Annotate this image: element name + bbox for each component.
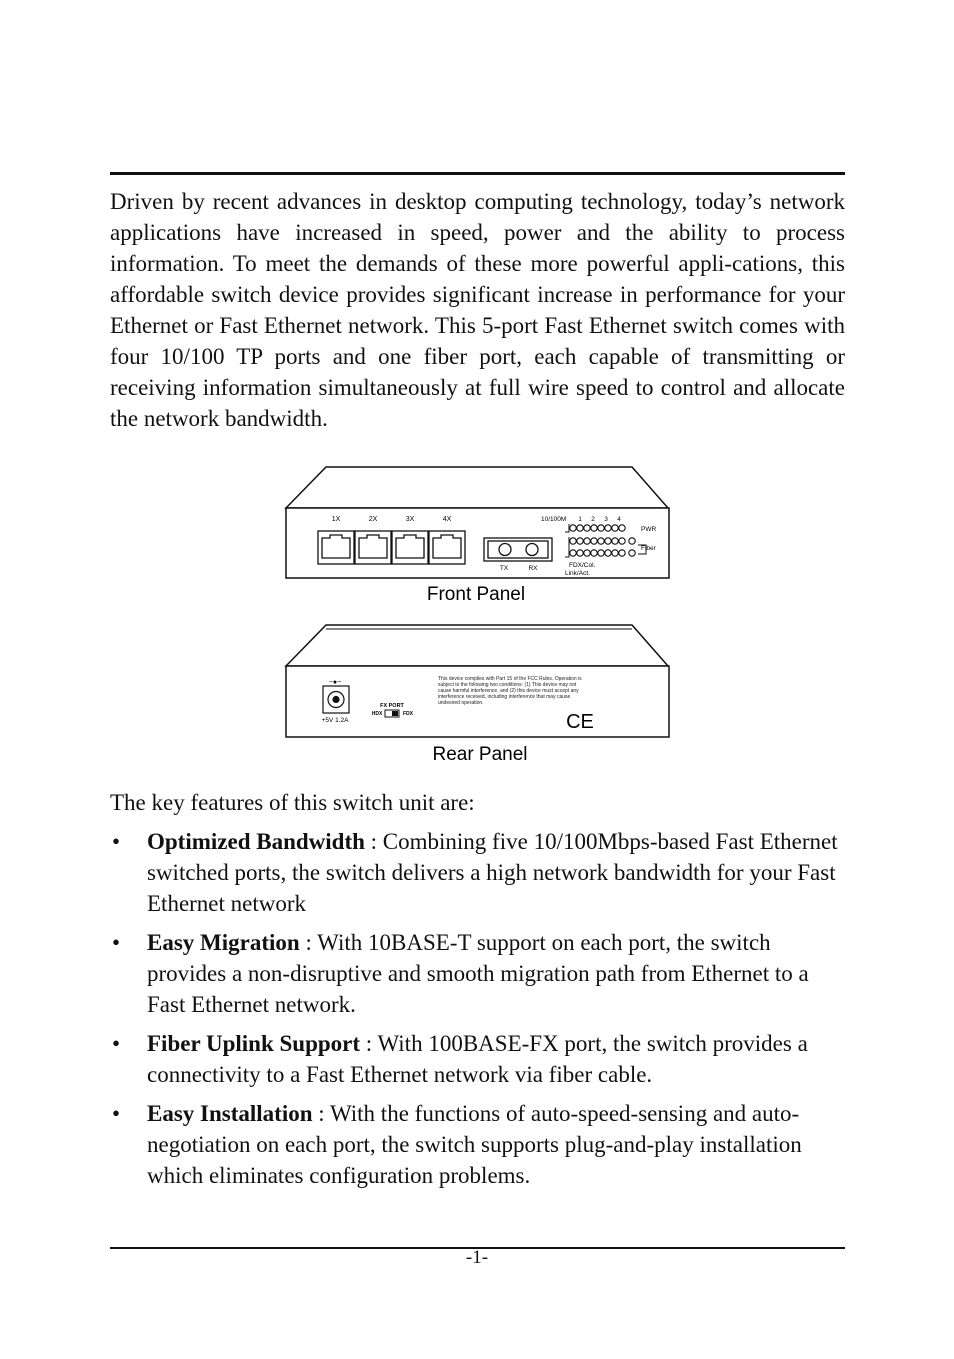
rj45-port-1: [318, 531, 354, 564]
power-symbol: −●−: [328, 679, 342, 686]
feature-text: : With 100BASE-FX port, the switch provides a connectivity to a Fast Ethernet network via fiber cable.: [147, 1031, 808, 1087]
ce-mark: CE: [566, 711, 594, 733]
power-rating-label: +5V 1.2A: [321, 717, 349, 724]
feature-text: : With the functions of auto-speed-sensing and auto-negotiation on each port, the switch supports plug-and-play installation which eliminates configuration problems.: [147, 1101, 802, 1188]
fcc-line: undesired operation.: [438, 700, 484, 706]
feature-title: Fiber Uplink Support: [147, 1031, 361, 1056]
fiber-port: [484, 538, 552, 561]
feature-item-easy-installation: [110, 1098, 850, 1191]
led-number-2: 2: [591, 516, 595, 523]
bullet: •: [112, 1031, 121, 1056]
feature-title: Easy Migration: [147, 930, 300, 955]
port-label-1x: 1X: [331, 516, 341, 523]
feature-text: : With 10BASE-T support on each port, the switch provides a non-disruptive and smooth migration path from Ethernet to a Fast Ethernet network.: [147, 930, 809, 1017]
feature-item-easy-migration: [110, 927, 850, 1020]
pwr-label: PWR: [641, 526, 657, 533]
led-indicators: [570, 525, 635, 556]
front-panel-caption: Front Panel: [426, 584, 526, 605]
power-jack: [323, 686, 349, 713]
fiber-tx-label: TX: [499, 565, 509, 572]
fiber-led-label: Fiber: [641, 545, 656, 552]
fcc-line: interference received, including interference that may cause: [438, 694, 571, 700]
fiber-rx-label: RX: [528, 565, 538, 572]
duplex-switch: [385, 710, 399, 717]
port-label-2x: 2X: [368, 516, 378, 523]
fdx-col-label: FDX/Col.: [569, 562, 596, 569]
bullet: •: [112, 1101, 121, 1126]
rj45-port-4: [429, 531, 465, 564]
feature-item-fiber-uplink-support: [110, 1028, 850, 1090]
front-panel-drawing: [286, 467, 669, 605]
intro-paragraph: Driven by recent advances in desktop computing technology, today’s network applications have increased in speed, power and the ability to process information. To meet the demands of these more powerful appli-cations, this affordable switch device provides significant increase in performance for your Ethernet or Fast Ethernet network. This 5-port Fast Ethernet switch comes with four 10/100 TP ports and one fiber port, each capable of transmitting or receiving information simultaneously at full wire speed to control and allocate the network bandwidth.: [110, 189, 845, 431]
page-number: -1-: [465, 1247, 489, 1268]
feature-title: Easy Installation: [147, 1101, 313, 1126]
bullet: •: [112, 930, 121, 955]
feature-list: [110, 826, 850, 1199]
fdx-switch-label: FDX: [403, 711, 413, 717]
feature-text: : Combining five 10/100Mbps-based Fast Ethernet switched ports, the switch delivers a high network bandwidth for your Fast Ethernet network: [147, 829, 838, 916]
fcc-line: cause harmful interference, and (2) this device must accept any: [438, 688, 579, 694]
fx-port-label: FX PORT: [380, 703, 404, 709]
bullet: •: [112, 829, 121, 854]
hdx-label: HDX: [371, 711, 383, 717]
port-label-4x: 4X: [442, 516, 452, 523]
led-number-3: 3: [604, 516, 608, 523]
led-number-4: 4: [617, 516, 621, 523]
rear-panel-drawing: [286, 625, 669, 765]
rj45-port-3: [392, 531, 428, 564]
led-header-label: 10/100M: [541, 516, 567, 523]
switch-panels-figure: [280, 462, 680, 772]
fcc-line: This device complies with Part 15 of the FCC Rules. Operation is: [438, 676, 582, 682]
feature-item-optimized-bandwidth: [110, 826, 850, 919]
led-number-1: 1: [578, 516, 582, 523]
feature-title: Optimized Bandwidth: [147, 829, 365, 854]
port-label-3x: 3X: [405, 516, 415, 523]
features-intro: The key features of this switch unit are:: [110, 790, 475, 815]
rear-panel-caption: Rear Panel: [432, 744, 528, 765]
link-act-label: Link/Act.: [565, 570, 590, 577]
rj45-port-2: [355, 531, 391, 564]
fcc-line: subject to the following two conditions: (1) This device may not: [438, 682, 577, 688]
top-rule: [110, 172, 845, 175]
